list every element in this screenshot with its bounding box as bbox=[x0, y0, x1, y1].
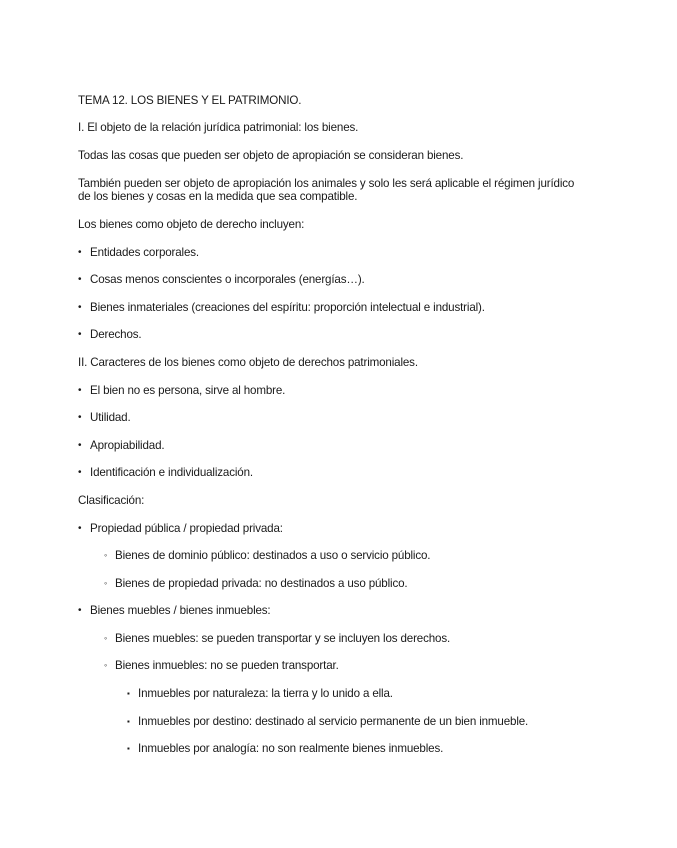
list-item: Derechos. bbox=[90, 328, 142, 341]
bullet-dot: • bbox=[78, 605, 82, 616]
sub-sub-list-item: Inmuebles por analogía: no son realmente bienes inmuebles. bbox=[138, 742, 444, 755]
sub-list-item: Bienes de propiedad privada: no destinados a uso público. bbox=[115, 577, 408, 590]
bullet-dot: • bbox=[78, 467, 82, 478]
list-item: Propiedad pública / propiedad privada: bbox=[90, 522, 283, 535]
section-heading-1: I. El objeto de la relación jurídica patrimonial: los bienes. bbox=[78, 121, 359, 134]
clasificacion-heading: Clasificación: bbox=[78, 494, 145, 507]
bullet-dot: • bbox=[78, 302, 82, 313]
bullet-circle: ◦ bbox=[104, 660, 108, 670]
bullet-dot: • bbox=[78, 247, 82, 258]
list-item: Bienes muebles / bienes inmuebles: bbox=[90, 604, 271, 617]
bullet-dot: • bbox=[78, 523, 82, 534]
list-item: Identificación e individualización. bbox=[90, 466, 253, 479]
bullet-circle: ◦ bbox=[104, 550, 108, 560]
list-item: Bienes inmateriales (creaciones del espíritu: proporción intelectual e industrial). bbox=[90, 301, 485, 314]
paragraph-3: Los bienes como objeto de derecho incluyen: bbox=[78, 218, 305, 231]
bullet-dot: • bbox=[78, 274, 82, 285]
document-title: TEMA 12. LOS BIENES Y EL PATRIMONIO. bbox=[78, 94, 302, 107]
paragraph-1: Todas las cosas que pueden ser objeto de apropiación se consideran bienes. bbox=[78, 149, 464, 162]
list-item: El bien no es persona, sirve al hombre. bbox=[90, 384, 286, 397]
section-heading-2: II. Caracteres de los bienes como objeto de derechos patrimoniales. bbox=[78, 356, 418, 369]
bullet-dot: • bbox=[78, 385, 82, 396]
paragraph-2-line-1: También pueden ser objeto de apropiación los animales y solo les será aplicable el régimen jurídico bbox=[78, 177, 575, 190]
sub-sub-list-item: Inmuebles por destino: destinado al servicio permanente de un bien inmueble. bbox=[138, 715, 529, 728]
sub-list-item: Bienes muebles: se pueden transportar y se incluyen los derechos. bbox=[115, 632, 451, 645]
bullet-square: ▪ bbox=[127, 689, 130, 698]
list-item: Entidades corporales. bbox=[90, 246, 199, 259]
bullet-circle: ◦ bbox=[104, 633, 108, 643]
bullet-dot: • bbox=[78, 329, 82, 340]
bullet-square: ▪ bbox=[127, 717, 130, 726]
bullet-dot: • bbox=[78, 440, 82, 451]
sub-list-item: Bienes inmuebles: no se pueden transportar. bbox=[115, 659, 339, 672]
bullet-square: ▪ bbox=[127, 744, 130, 753]
sub-list-item: Bienes de dominio público: destinados a uso o servicio público. bbox=[115, 549, 431, 562]
list-item: Apropiabilidad. bbox=[90, 439, 165, 452]
list-item: Cosas menos conscientes o incorporales (energías…). bbox=[90, 273, 365, 286]
list-item: Utilidad. bbox=[90, 411, 131, 424]
bullet-dot: • bbox=[78, 412, 82, 423]
sub-sub-list-item: Inmuebles por naturaleza: la tierra y lo unido a ella. bbox=[138, 687, 393, 700]
paragraph-2-line-2: de los bienes y cosas en la medida que sea compatible. bbox=[78, 190, 358, 203]
bullet-circle: ◦ bbox=[104, 578, 108, 588]
